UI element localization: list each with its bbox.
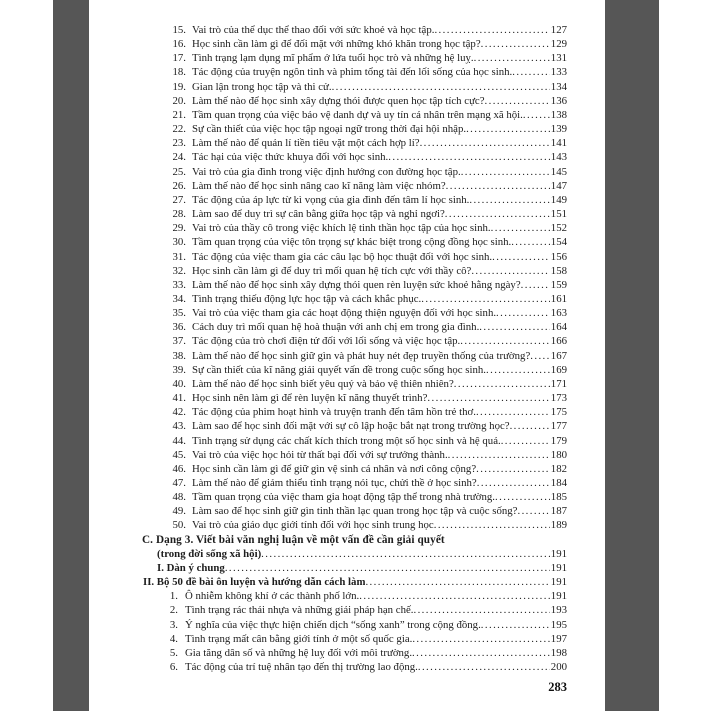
toc-sub-item — [140, 589, 567, 603]
toc-item — [140, 65, 567, 79]
toc-item-title: Làm sao để học sinh giữ gìn tinh thần lạc quan trong học tập và cuộc sống? — [192, 505, 518, 518]
toc-item-title: Tình trạng thiếu động lực học tập và cách khắc phục. — [192, 292, 422, 305]
dot-leader — [412, 646, 550, 660]
dot-leader — [420, 136, 550, 150]
dot-leader — [421, 292, 550, 306]
toc-item — [140, 235, 567, 249]
dot-leader — [454, 377, 550, 391]
dot-leader — [491, 221, 550, 235]
dot-leader — [434, 23, 549, 37]
toc-item-number: 28. — [172, 208, 186, 221]
dot-leader — [485, 94, 550, 108]
toc-item — [140, 419, 567, 433]
toc-item-number: 48. — [172, 491, 186, 504]
toc-item-page: 179 — [550, 434, 567, 447]
toc-item-page: 177 — [550, 420, 567, 433]
toc-item-number: 47. — [172, 477, 186, 489]
toc-item-page: 200 — [550, 661, 567, 674]
toc-item — [140, 108, 567, 122]
toc-item-title: Tình trạng mất cân bằng giới tính ở một số quốc gia. — [185, 632, 413, 645]
toc-item-page: 197 — [550, 632, 567, 645]
toc-item — [140, 476, 567, 490]
toc-item-page: 169 — [550, 363, 567, 376]
toc-item-page: 191 — [550, 576, 567, 589]
toc-item-title: Học sinh cần làm gì để duy trì mối quan hệ tích cực với thầy cô? — [192, 264, 472, 277]
toc-item-number: 40. — [172, 377, 186, 390]
dot-leader — [261, 547, 550, 561]
toc-sub-item — [140, 603, 567, 617]
toc-item-page: 129 — [550, 38, 567, 51]
toc-item-number: 20. — [172, 94, 186, 107]
toc-item-number: 31. — [172, 250, 186, 263]
toc-item-page: 189 — [550, 519, 567, 532]
toc-item — [140, 518, 567, 532]
toc-sub-item — [140, 660, 567, 674]
toc-item-number: 33. — [172, 278, 186, 291]
toc-item-number: 34. — [172, 292, 186, 305]
toc-item-number: 21. — [172, 108, 186, 121]
toc-item-number: 36. — [172, 321, 186, 334]
toc-item-title: Tác động của trí tuệ nhân tạo đến thị trường lao động. — [185, 661, 418, 674]
toc-item-number: 37. — [172, 335, 186, 348]
toc-item-title: Sự cần thiết của việc học tập ngoại ngữ trong thời đại hội nhập. — [192, 123, 467, 136]
toc-item-title: Cách duy trì mối quan hệ hoà thuận với anh chị em trong gia đình. — [192, 321, 480, 334]
toc-item-page: 143 — [550, 151, 567, 164]
toc-item-title: Tác động của việc tham gia các câu lạc bộ học thuật đối với học sinh. — [192, 250, 493, 263]
toc-item — [140, 179, 567, 193]
toc-item-title: Vai trò của thầy cô trong việc khích lệ tinh thần học tập của học sinh. — [192, 222, 491, 235]
toc-item-number: 42. — [172, 406, 186, 419]
toc-item-number: 49. — [172, 505, 186, 518]
toc-item-page: 156 — [550, 250, 567, 263]
toc-item-title: Làm thế nào để giảm thiểu tình trạng nói tục, chửi thề ở học sinh? — [192, 477, 477, 489]
toc-item — [140, 377, 567, 391]
toc-item — [140, 306, 567, 320]
toc-item-page: 184 — [550, 477, 567, 489]
toc-sub-item — [140, 618, 567, 632]
toc-item-number: 25. — [172, 165, 186, 178]
section-line — [157, 547, 567, 561]
toc-item-page: 133 — [550, 66, 567, 79]
dot-leader — [412, 632, 549, 646]
dot-leader — [469, 193, 549, 207]
dot-leader — [466, 122, 550, 136]
section-line — [157, 561, 567, 575]
toc-item-title: I. Dàn ý chung — [157, 561, 225, 574]
dot-leader — [476, 405, 550, 419]
toc-item-page: 152 — [550, 222, 567, 235]
toc-item-number: 17. — [172, 52, 186, 65]
toc-item-number: 24. — [172, 151, 186, 164]
dot-leader — [510, 419, 550, 433]
toc-item — [140, 490, 567, 504]
toc-item-page: 175 — [550, 406, 567, 419]
toc-item-number: 5. — [169, 646, 178, 659]
toc-item-page: 167 — [550, 349, 567, 362]
toc-item-number: 15. — [172, 24, 186, 36]
dot-leader — [434, 518, 550, 532]
toc-item-title: Vai trò của thể dục thể thao đối với sức khoẻ và học tập. — [192, 24, 435, 36]
toc-item-page: 180 — [550, 448, 567, 461]
toc-item-page: 127 — [550, 24, 567, 36]
toc-item — [140, 434, 567, 448]
toc-item-title: Vai trò của gia đình trong việc định hướng con đường học tập. — [192, 165, 461, 178]
dot-leader — [427, 391, 549, 405]
toc-item-title: Làm thế nào để học sinh giữ gìn và phát huy nét đẹp truyền thống của trường? — [192, 349, 531, 362]
toc-item-number: 30. — [172, 236, 186, 249]
dot-leader — [461, 165, 550, 179]
toc-item-number: 22. — [172, 123, 186, 136]
toc-sub-item — [140, 646, 567, 660]
toc-item-title: Làm sao để học sinh đối mặt với sự cô lập hoặc bắt nạt trong trường học? — [192, 420, 510, 433]
toc-item-page: 166 — [550, 335, 567, 348]
toc-item-number: 45. — [172, 448, 186, 461]
toc-item-page: 151 — [550, 208, 567, 221]
toc-item — [140, 391, 567, 405]
toc-item-title: Học sinh nên làm gì để rèn luyện kĩ năng thuyết trình? — [192, 392, 428, 405]
dot-leader — [481, 37, 550, 51]
toc-item-page: 163 — [550, 307, 567, 320]
toc-item-title: Tác động của truyện ngôn tình và phim tổng tài đến lối sống của học sinh. — [192, 66, 513, 79]
toc-item — [140, 264, 567, 278]
toc-item-number: 18. — [172, 66, 186, 79]
toc-item — [140, 221, 567, 235]
toc-item — [140, 150, 567, 164]
toc-item-page: 173 — [550, 392, 567, 405]
toc-item-title: Làm thế nào để học sinh xây dựng thói quen rèn luyện sức khoẻ hằng ngày? — [192, 278, 521, 291]
toc-item — [140, 334, 567, 348]
dot-leader — [523, 108, 550, 122]
dot-leader — [495, 490, 550, 504]
toc-item-number: 29. — [172, 222, 186, 235]
dot-leader — [460, 334, 550, 348]
dot-leader — [225, 561, 550, 575]
dot-leader — [501, 434, 550, 448]
toc-item-page: 131 — [550, 52, 567, 65]
toc-item-title: Tác động của áp lực từ kì vọng của gia đình đến tâm lí học sinh. — [192, 193, 470, 206]
toc-item-title: Làm thế nào để quản lí tiền tiêu vặt một cách hợp lí? — [192, 137, 420, 150]
toc-item-number: 23. — [172, 137, 186, 150]
toc-item — [140, 37, 567, 51]
toc-item-number: 19. — [172, 80, 186, 93]
toc-item-title: Làm thế nào để học sinh nâng cao kĩ năng làm việc nhóm? — [192, 179, 446, 192]
toc-item-page: 193 — [550, 604, 567, 617]
toc-item-page: 198 — [550, 646, 567, 659]
toc-item-number: 50. — [172, 519, 186, 532]
dot-leader — [388, 150, 550, 164]
toc-item-number: 46. — [172, 462, 186, 475]
dot-leader — [446, 179, 550, 193]
dot-leader — [479, 320, 550, 334]
toc-item-page: 134 — [550, 80, 567, 93]
toc-item-title: Tầm quan trọng của việc tôn trọng sự khác biệt trong cộng đồng học sinh. — [192, 236, 512, 249]
toc-item — [140, 320, 567, 334]
dot-leader — [496, 306, 550, 320]
dot-leader — [481, 618, 550, 632]
toc-item-title: Gia tăng dân số và những hệ luỵ đối với môi trường. — [185, 646, 413, 659]
toc-item-number: 16. — [172, 38, 186, 51]
dot-leader — [365, 575, 549, 589]
toc-item-number: 26. — [172, 179, 186, 192]
toc-item-title: Làm thế nào để học sinh biết yêu quý và bảo vệ thiên nhiên? — [192, 377, 454, 390]
dot-leader — [477, 476, 550, 490]
toc-item-number: 44. — [172, 434, 186, 447]
toc-item-title: C. Dạng 3. Viết bài văn nghị luận về một vấn đề cần giải quyết — [142, 533, 445, 546]
toc-item-page: 149 — [550, 193, 567, 206]
toc-item-number: 38. — [172, 349, 186, 362]
toc-item-title: Vai trò của giáo dục giới tính đối với học sinh trung học — [192, 519, 434, 532]
toc-item-page: 161 — [550, 292, 567, 305]
toc-item — [140, 207, 567, 221]
toc-item — [140, 51, 567, 65]
toc-item-title: Vai trò của việc tham gia các hoạt động thiện nguyện đối với học sinh. — [192, 307, 497, 320]
dot-leader — [445, 207, 550, 221]
scan-margin-bar-left — [53, 0, 89, 711]
toc-item-title: Tác động của trò chơi điện tử đối với lối sống và việc học tập. — [192, 335, 461, 348]
dot-leader — [359, 589, 550, 603]
toc-item-number: 6. — [169, 661, 178, 674]
toc-item-page: 164 — [550, 321, 567, 334]
dot-leader — [474, 51, 550, 65]
toc-item-page: 191 — [550, 590, 567, 603]
toc-item — [140, 504, 567, 518]
dot-leader — [418, 660, 550, 674]
toc-item-number: 4. — [169, 632, 178, 645]
section-heading — [142, 533, 567, 547]
toc-item-page: 191 — [550, 561, 567, 574]
toc-item-title: Tình trạng sử dụng các chất kích thích trong một số học sinh và hệ quả. — [192, 434, 501, 447]
dot-leader — [413, 603, 549, 617]
toc-item-page: 182 — [550, 462, 567, 475]
toc-item-title: Tầm quan trọng của việc tham gia hoạt động tập thể trong nhà trường. — [192, 491, 495, 504]
toc-item-title: Học sinh cần làm gì để giữ gìn vệ sinh cá nhân và nơi công cộng? — [192, 462, 477, 475]
scan-margin-bar-right — [605, 0, 659, 711]
dot-leader — [471, 264, 549, 278]
toc-item — [140, 462, 567, 476]
toc-item-title: Tình trạng rác thải nhựa và những giải pháp hạn chế. — [185, 604, 414, 617]
toc-item-page: 159 — [550, 278, 567, 291]
toc-item-title: Học sinh cần làm gì để đối mặt với những khó khăn trong học tập? — [192, 38, 481, 51]
toc-item-number: 43. — [172, 420, 186, 433]
toc-item-page: 139 — [550, 123, 567, 136]
toc-item-title: II. Bộ 50 đề bài ôn luyện và hướng dẫn cách làm — [143, 576, 366, 589]
toc-item-number: 3. — [169, 618, 178, 631]
toc-item-number: 41. — [172, 392, 186, 405]
dot-leader — [530, 349, 550, 363]
toc-item-title: Ý nghĩa của việc thực hiện chiến dịch “sống xanh” trong cộng đồng. — [185, 618, 481, 631]
toc-item-title: Sự cần thiết của kĩ năng giải quyết vấn đề trong cuộc sống học sinh. — [192, 363, 486, 376]
toc-item — [140, 136, 567, 150]
section-line — [143, 575, 567, 589]
toc-item-page: 195 — [550, 618, 567, 631]
toc-item-page: 147 — [550, 179, 567, 192]
toc-item-title: Gian lận trong học tập và thi cử. — [192, 80, 332, 93]
toc-item-page: 136 — [550, 94, 567, 107]
dot-leader — [476, 462, 550, 476]
dot-leader — [492, 250, 550, 264]
dot-leader — [448, 448, 550, 462]
toc-item-title: Làm sao để duy trì sự cân bằng giữa học tập và nghỉ ngơi? — [192, 208, 445, 221]
dot-leader — [332, 80, 550, 94]
dot-leader — [511, 235, 550, 249]
dot-leader — [512, 65, 550, 79]
toc-item — [140, 250, 567, 264]
toc-item-title: Tác động của phim hoạt hình và truyện tranh đến tâm hồn trẻ thơ. — [192, 406, 476, 419]
toc-item — [140, 363, 567, 377]
toc-item-page: 145 — [550, 165, 567, 178]
table-of-contents — [140, 23, 567, 674]
toc-item-title: (trong đời sống xã hội) — [157, 547, 262, 560]
toc-item — [140, 23, 567, 37]
toc-item-number: 1. — [169, 590, 178, 603]
toc-item-page: 154 — [550, 236, 567, 249]
toc-item-title: Vai trò của việc học hỏi từ thất bại đối với sự trưởng thành. — [192, 448, 448, 461]
toc-item-page: 185 — [550, 491, 567, 504]
toc-item — [140, 165, 567, 179]
toc-item — [140, 80, 567, 94]
toc-item-title: Tình trạng lạm dụng mĩ phẩm ở lứa tuổi học trò và những hệ luỵ. — [192, 52, 474, 65]
toc-item — [140, 94, 567, 108]
toc-item-page: 141 — [550, 137, 567, 150]
toc-item-number: 32. — [172, 264, 186, 277]
toc-item — [140, 448, 567, 462]
toc-item-title: Tầm quan trọng của việc bảo vệ danh dự và uy tín cá nhân trên mạng xã hội. — [192, 108, 523, 121]
toc-item — [140, 292, 567, 306]
toc-item-number: 39. — [172, 363, 186, 376]
toc-item — [140, 405, 567, 419]
toc-item-page: 138 — [550, 108, 567, 121]
toc-item — [140, 193, 567, 207]
toc-item-page: 171 — [550, 377, 567, 390]
toc-item-number: 27. — [172, 193, 186, 206]
toc-item — [140, 349, 567, 363]
toc-item — [140, 122, 567, 136]
page-number: 283 — [548, 680, 567, 694]
toc-item-title: Ô nhiễm không khí ở các thành phố lớn. — [185, 590, 360, 603]
toc-item-number: 2. — [169, 604, 178, 617]
toc-item-number: 35. — [172, 307, 186, 320]
dot-leader — [517, 504, 549, 518]
toc-item-title: Làm thế nào để học sinh xây dựng thói được quen học tập tích cực? — [192, 94, 485, 107]
toc-sub-item — [140, 632, 567, 646]
toc-item — [140, 278, 567, 292]
toc-item-title: Tác hại của việc thức khuya đối với học sinh. — [192, 151, 389, 164]
dot-leader — [521, 278, 550, 292]
toc-item-page: 191 — [550, 547, 567, 560]
dot-leader — [486, 363, 550, 377]
toc-item-page: 158 — [550, 264, 567, 277]
toc-item-page: 187 — [550, 505, 567, 518]
